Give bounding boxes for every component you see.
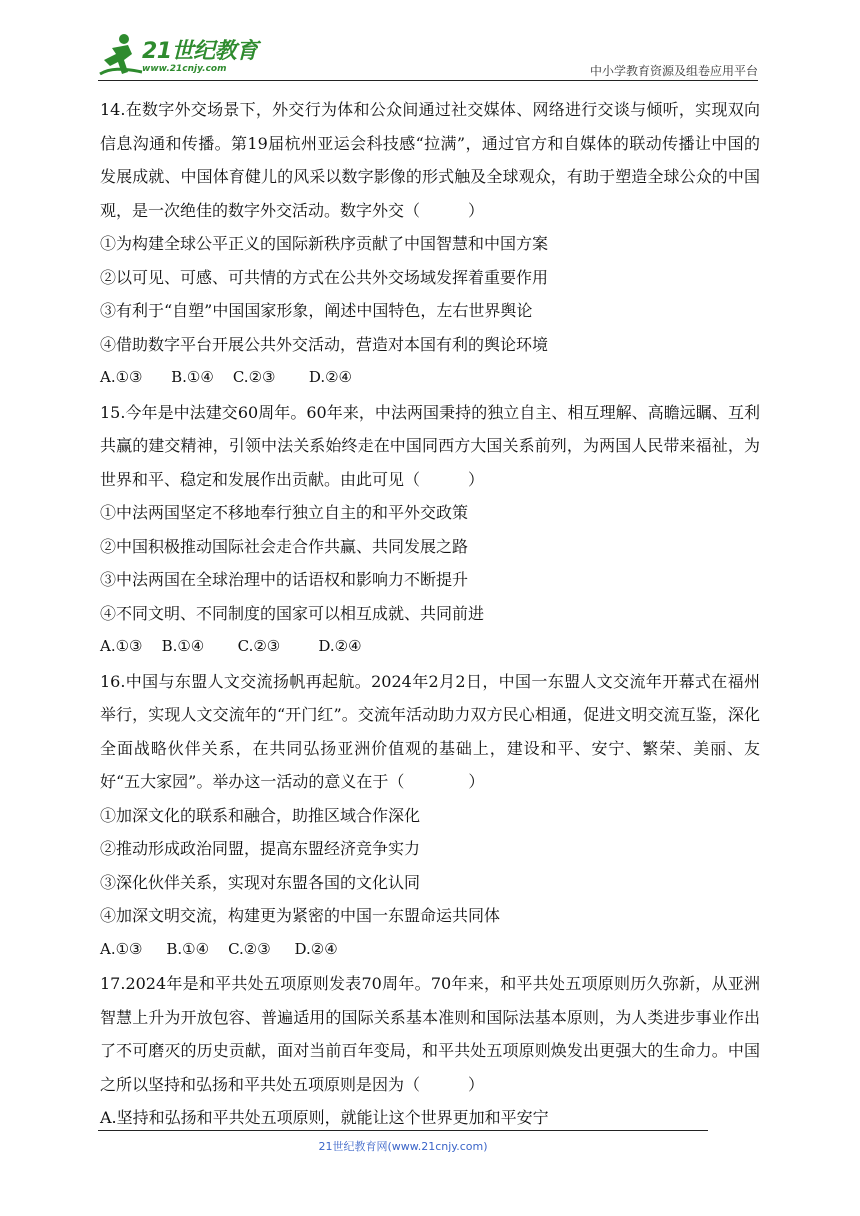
answer-choices: A.①③ B.①④ C.②③ D.②④: [100, 368, 352, 386]
question-14: [100, 93, 760, 395]
option-2: ②以可见、可感、可共情的方式在公共外交场域发挥着重要作用: [100, 267, 549, 287]
question-16: [100, 665, 760, 967]
question-stem: 17.2024年是和平共处五项原则发表70周年。70年来，和平共处五项原则历久弥新，从亚洲智慧上升为开放包容、普遍适用的国际关系基本准则和国际法基本原则，为人类进步事业作出了不可磨灭的历史贡献，面对当前百年变局，和平共处五项原则焕发出更强大的生命力。中国之所以坚持和弘扬和平共处五项原则是因为（ ）: [100, 974, 760, 1094]
question-17: [100, 967, 760, 1135]
header-platform-title: 中小学教育资源及组卷应用平台: [589, 64, 758, 78]
option-2: ②推动形成政治同盟，提高东盟经济竞争实力: [100, 839, 421, 858]
page-header: [98, 28, 758, 80]
question-15: [100, 396, 760, 664]
option-1: ①加深文化的联系和融合，助推区域合作深化: [100, 805, 421, 825]
answer-choices: A.①③ B.①④ C.②③ D.②④: [100, 637, 362, 655]
option-3: ③中法两国在全球治理中的话语权和影响力不断提升: [100, 570, 469, 589]
header-divider: [98, 80, 758, 81]
option-2: ②中国积极推动国际社会走合作共赢、共同发展之路: [100, 536, 469, 556]
footer-divider: [98, 1130, 708, 1131]
logo-site-text: www.21cnjy.com: [142, 64, 227, 74]
logo-brand-text: 21世纪教育: [142, 39, 258, 64]
option-1: ①中法两国坚定不移地奉行独立自主的和平外交政策: [100, 503, 469, 522]
option-4: ④不同文明、不同制度的国家可以相互成就、共同前进: [100, 603, 485, 623]
option-4: ④借助数字平台开展公共外交活动，营造对本国有利的舆论环境: [100, 334, 549, 354]
option-1: ①为构建全球公平正义的国际新秩序贡献了中国智慧和中国方案: [100, 234, 549, 253]
logo: [98, 28, 268, 80]
question-stem: 15.今年是中法建交60周年。60年来，中法两国秉持的独立自主、相互理解、高瞻远瞩、互利共赢的建交精神，引领中法关系始终走在中国同西方大国关系前列，为两国人民带来福祉，为世界和平、稳定和发展作出贡献。由此可见（ ）: [100, 402, 760, 489]
option-4: ④加深文明交流，构建更为紧密的中国一东盟命运共同体: [100, 906, 501, 925]
answer-choices: A.①③ B.①④ C.②③ D.②④: [100, 939, 338, 958]
question-stem: 16.中国与东盟人文交流扬帆再起航。2024年2月2日，中国一东盟人文交流年开幕式在福州举行，实现人文交流年的“开门红”。交流年活动助力双方民心相通，促进文明交流互鉴，深化全面战略伙伴关系，在共同弘扬亚洲价值观的基础上，建设和平、安宁、繁荣、美丽、友好“五大家园”。举办这一活动的意义在于（ ）: [100, 671, 760, 791]
option-3: ③深化伙伴关系，实现对东盟各国的文化认同: [100, 872, 421, 892]
runner-logo-icon: [98, 30, 144, 80]
question-list: [100, 92, 760, 1135]
option-a: A.坚持和弘扬和平共处五项原则，就能让这个世界更加和平安宁: [100, 1108, 549, 1127]
page-footer: 21世纪教育网(www.21cnjy.com): [318, 1140, 488, 1153]
question-stem: 14.在数字外交场景下，外交行为体和公众间通过社交媒体、网络进行交谈与倾听，实现双向信息沟通和传播。第19届杭州亚运会科技感“拉满”，通过官方和自媒体的联动传播让中国的发展成就、中国体育健儿的风采以数字影像的形式触及全球观众，有助于塑造全球公众的中国观，是一次绝佳的数字外交活动。数字外交（ ）: [100, 100, 760, 220]
option-3: ③有利于“自塑”中国国家形象，阐述中国特色，左右世界舆论: [100, 301, 533, 320]
